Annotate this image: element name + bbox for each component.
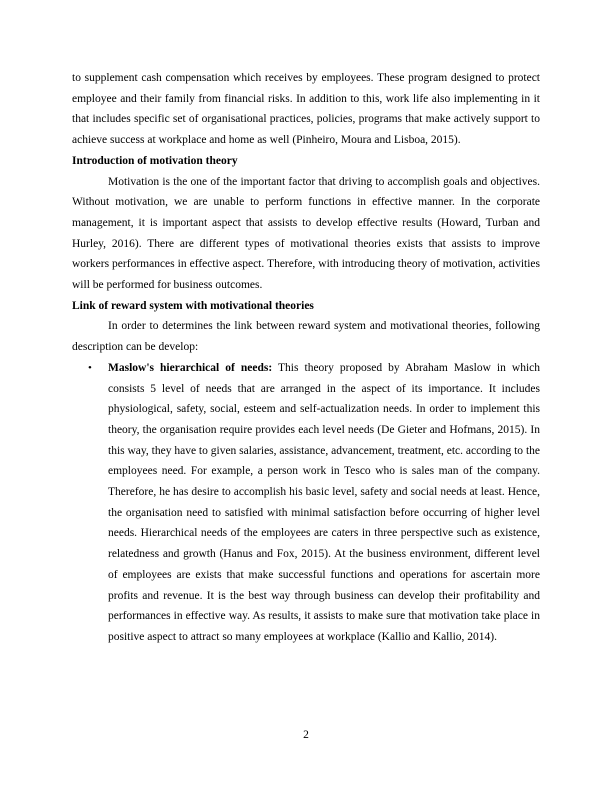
link-paragraph: In order to determines the link between reward system and motivational theories, following description can be develop:: [72, 320, 540, 354]
heading-reward-link: Link of reward system with motivational theories: [72, 299, 314, 312]
page-number: 2: [303, 729, 309, 741]
page-content: [72, 68, 540, 648]
list-item-maslow: [72, 358, 540, 648]
motivation-paragraph: Motivation is the one of the important factor that driving to accomplish goals and objectives. Without motivation, we are unable to perform functions in effective manner. In the corporate management, it is important aspect that assists to develop effective results (Howard, Turban and Hurley, 2016). There are different types of motivational theories exists that assists to improve workers performances in effective aspect. Therefore, with introducing theory of motivation, activities will be performed for business outcomes.: [72, 175, 540, 292]
continuation-paragraph: to supplement cash compensation which receives by employees. These program designed to protect employee and their family from financial risks. In addition to this, work life also implementing in it that includes specific set of organisational practices, policies, programs that make actively support to achieve success at workplace and home as well (Pinheiro, Moura and Lisboa, 2015).: [72, 72, 540, 147]
bullet-term: Maslow's hierarchical of needs:: [108, 361, 273, 374]
bullet-text: This theory proposed by Abraham Maslow in which consists 5 level of needs that are arranged in the aspect of its importance. It includes physiological, safety, social, esteem and self-actualization needs. In order to implement this theory, the organisation require provides each level needs (De Gieter and Hofmans, 2015). In this way, they have to given salaries, assistance, advancement, treatment, etc. according to the employees need. For example, a person work in Tesco who is sales man of the company. Therefore, he has desire to accomplish his basic level, safety and social needs at least. Hence, the organisation need to satisfied with minimal satisfaction before occurring of higher level needs. Hierarchical needs of the employees are caters in three perspective such as existence, relatedness and growth (Hanus and Fox, 2015). At the business environment, different level of employees are exists that make successful functions and operations for ascertain more profits and revenue. It is the best way through business can develop their profitability and performances in effective way. As results, it assists to make sure that motivation take place in positive aspect to attract so many employees at workplace (Kallio and Kallio, 2014).: [108, 361, 540, 643]
bullet-icon: •: [88, 361, 92, 374]
bullet-list: [72, 358, 540, 648]
heading-motivation-theory: Introduction of motivation theory: [72, 154, 238, 167]
